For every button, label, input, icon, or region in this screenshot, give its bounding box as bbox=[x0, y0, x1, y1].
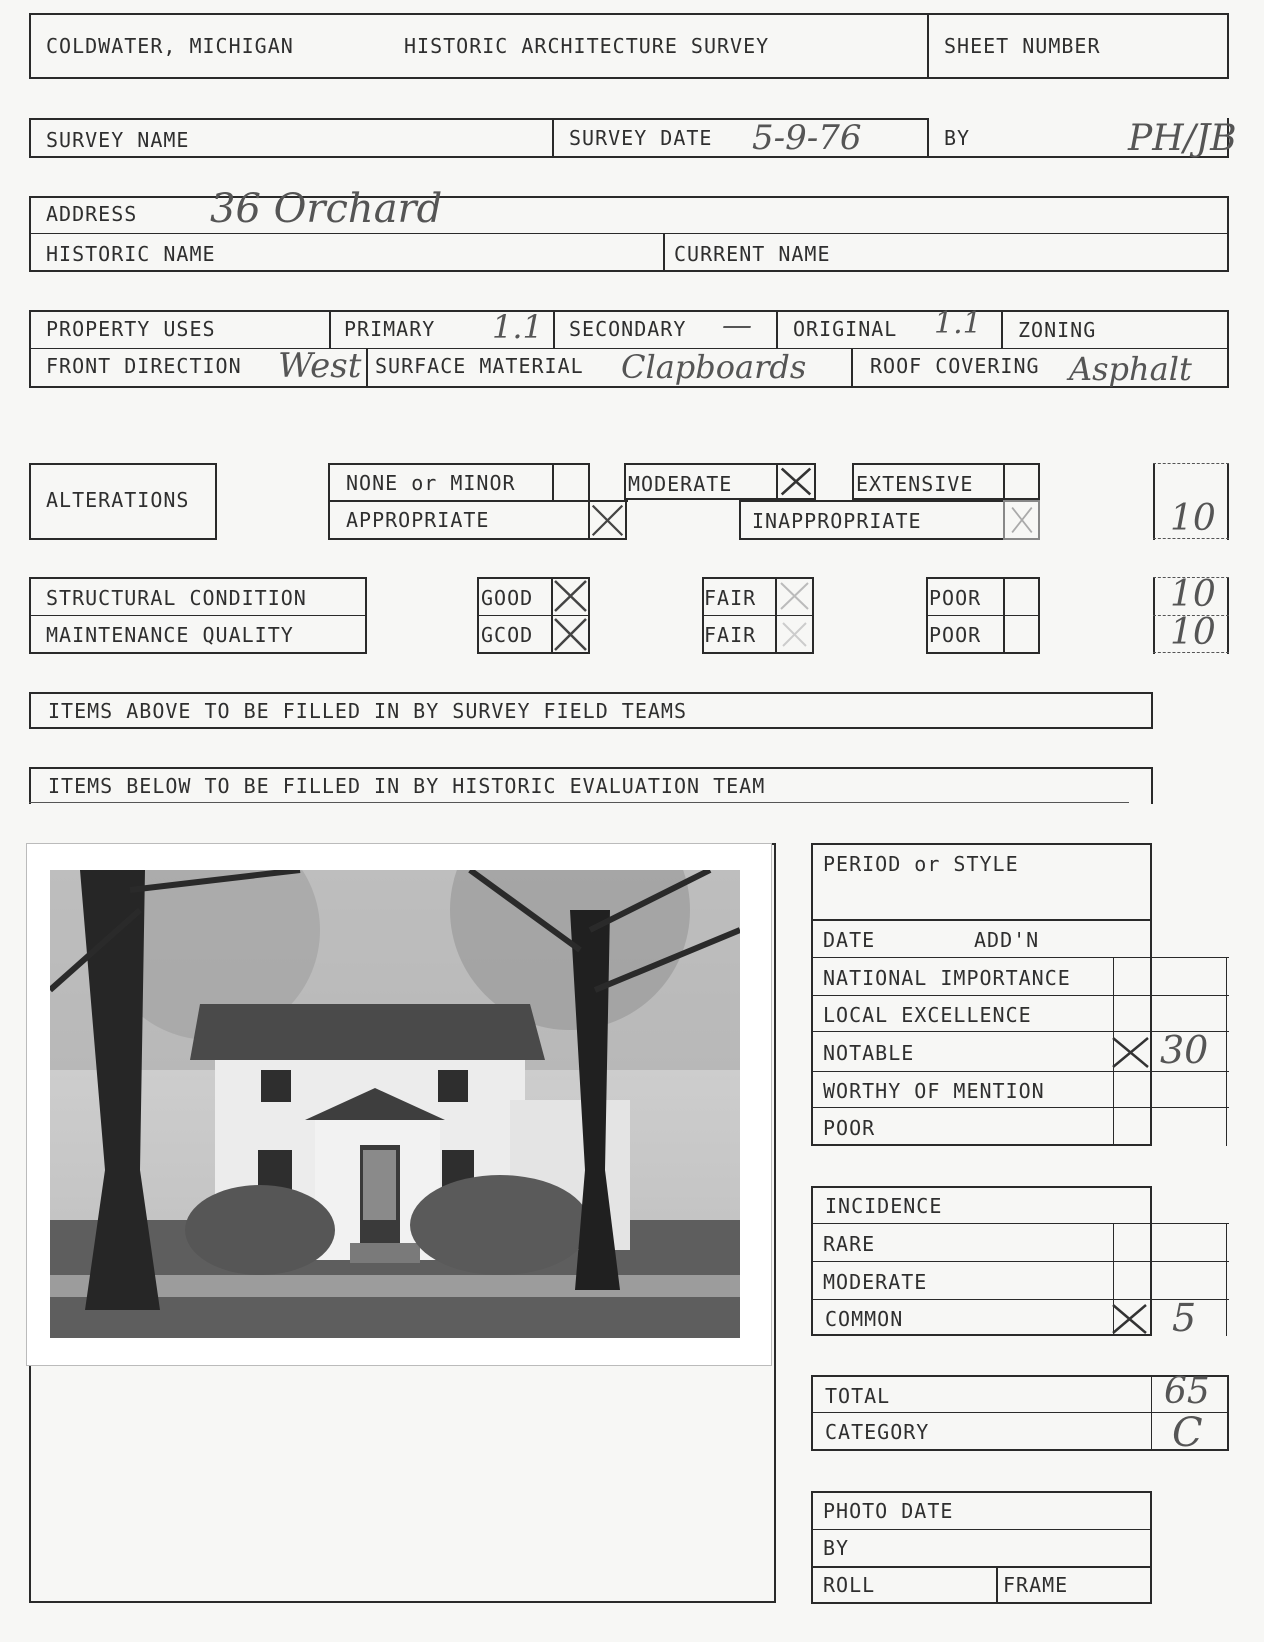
roof-covering-value: Asphalt bbox=[1069, 350, 1192, 388]
roof-covering-label: ROOF COVERING bbox=[870, 354, 1040, 378]
photo-date-label: PHOTO DATE bbox=[823, 1499, 954, 1523]
structural-score: 10 bbox=[1170, 574, 1216, 615]
poor-label-maintenance: POOR bbox=[929, 623, 982, 647]
notable-check-icon bbox=[1110, 1034, 1152, 1070]
alterations-label: ALTERATIONS bbox=[46, 488, 190, 512]
rare-label: RARE bbox=[823, 1232, 876, 1256]
original-label: ORIGINAL bbox=[793, 317, 898, 341]
national-importance-label: NATIONAL IMPORTANCE bbox=[823, 966, 1071, 990]
notable-score: 30 bbox=[1160, 1028, 1209, 1072]
check-x-icon bbox=[775, 615, 814, 654]
city-label: COLDWATER, MICHIGAN bbox=[46, 34, 294, 58]
note-below: ITEMS BELOW TO BE FILLED IN BY HISTORIC EVALUATION TEAM bbox=[48, 774, 766, 798]
survey-title: HISTORIC ARCHITECTURE SURVEY bbox=[404, 34, 770, 58]
current-name-label: CURRENT NAME bbox=[674, 242, 831, 266]
none-minor-label: NONE or MINOR bbox=[346, 471, 516, 495]
incidence-label: INCIDENCE bbox=[825, 1194, 943, 1218]
total-value: 65 bbox=[1164, 1371, 1210, 1412]
primary-label: PRIMARY bbox=[344, 317, 436, 341]
roll-label: ROLL bbox=[823, 1573, 876, 1597]
primary-value: 1.1 bbox=[492, 308, 543, 346]
check-x-icon bbox=[775, 577, 814, 615]
check-x-icon bbox=[551, 577, 590, 615]
appropriate-label: APPROPRIATE bbox=[346, 508, 490, 532]
zoning-label: ZONING bbox=[1018, 318, 1097, 342]
front-direction-label: FRONT DIRECTION bbox=[46, 354, 242, 378]
surface-material-value: Clapboards bbox=[621, 348, 807, 386]
category-value: C bbox=[1172, 1410, 1203, 1456]
maintenance-score: 10 bbox=[1170, 612, 1216, 653]
notable-label: NOTABLE bbox=[823, 1041, 915, 1065]
front-direction-value: West bbox=[278, 346, 362, 386]
original-value: 1.1 bbox=[934, 306, 982, 341]
maintenance-fair-checkbox[interactable] bbox=[775, 615, 814, 654]
check-x-icon bbox=[778, 465, 814, 498]
inappropriate-checkbox[interactable] bbox=[1003, 500, 1040, 540]
local-excellence-label: LOCAL EXCELLENCE bbox=[823, 1003, 1032, 1027]
good-label-structural: GOOD bbox=[481, 586, 534, 610]
historic-name-label: HISTORIC NAME bbox=[46, 242, 216, 266]
maintenance-quality-label: MAINTENANCE QUALITY bbox=[46, 623, 294, 647]
common-label: COMMON bbox=[825, 1307, 904, 1331]
frame-label: FRAME bbox=[1003, 1573, 1069, 1597]
address-label: ADDRESS bbox=[46, 202, 138, 226]
inappropriate-label: INAPPROPRIATE bbox=[752, 509, 922, 533]
worthy-label: WORTHY OF MENTION bbox=[823, 1079, 1045, 1103]
fair-label-structural: FAIR bbox=[704, 586, 757, 610]
fair-label-maintenance: FAIR bbox=[704, 623, 757, 647]
survey-date-label: SURVEY DATE bbox=[569, 126, 713, 150]
total-label: TOTAL bbox=[825, 1384, 891, 1408]
by-value: PH/JB bbox=[1128, 118, 1237, 159]
check-x-icon bbox=[551, 615, 590, 654]
good-label-maintenance: GCOD bbox=[481, 623, 534, 647]
incidence-moderate-label: MODERATE bbox=[823, 1270, 928, 1294]
date-label: DATE bbox=[823, 928, 876, 952]
secondary-value: — bbox=[722, 308, 752, 343]
common-check-icon bbox=[1110, 1302, 1150, 1336]
address-value: 36 Orchard bbox=[210, 186, 443, 232]
common-score: 5 bbox=[1172, 1296, 1197, 1340]
survey-name-label: SURVEY NAME bbox=[46, 128, 190, 152]
moderate-checkbox[interactable] bbox=[776, 463, 816, 500]
addn-label: ADD'N bbox=[974, 928, 1040, 952]
secondary-label: SECONDARY bbox=[569, 317, 687, 341]
eval-poor-label: POOR bbox=[823, 1116, 876, 1140]
property-uses-label: PROPERTY USES bbox=[46, 317, 216, 341]
sheet-number-label: SHEET NUMBER bbox=[944, 34, 1101, 58]
moderate-label: MODERATE bbox=[628, 472, 733, 496]
check-x-icon bbox=[1005, 502, 1038, 538]
structural-fair-checkbox[interactable] bbox=[775, 577, 814, 615]
surface-material-label: SURFACE MATERIAL bbox=[375, 354, 584, 378]
survey-date-value: 5-9-76 bbox=[752, 118, 862, 158]
by-label: BY bbox=[944, 126, 971, 150]
alterations-score: 10 bbox=[1170, 498, 1216, 539]
appropriate-checkbox[interactable] bbox=[588, 500, 627, 540]
period-style-label: PERIOD or STYLE bbox=[823, 852, 1019, 876]
structural-condition-label: STRUCTURAL CONDITION bbox=[46, 586, 307, 610]
photo-by-label: BY bbox=[823, 1536, 850, 1560]
extensive-label: EXTENSIVE bbox=[856, 472, 974, 496]
house-photo bbox=[50, 870, 740, 1338]
maintenance-good-checkbox[interactable] bbox=[551, 615, 590, 654]
category-label: CATEGORY bbox=[825, 1420, 930, 1444]
check-x-icon bbox=[590, 502, 625, 538]
poor-label-structural: POOR bbox=[929, 586, 982, 610]
note-above: ITEMS ABOVE TO BE FILLED IN BY SURVEY FIELD TEAMS bbox=[48, 699, 688, 723]
structural-good-checkbox[interactable] bbox=[551, 577, 590, 615]
